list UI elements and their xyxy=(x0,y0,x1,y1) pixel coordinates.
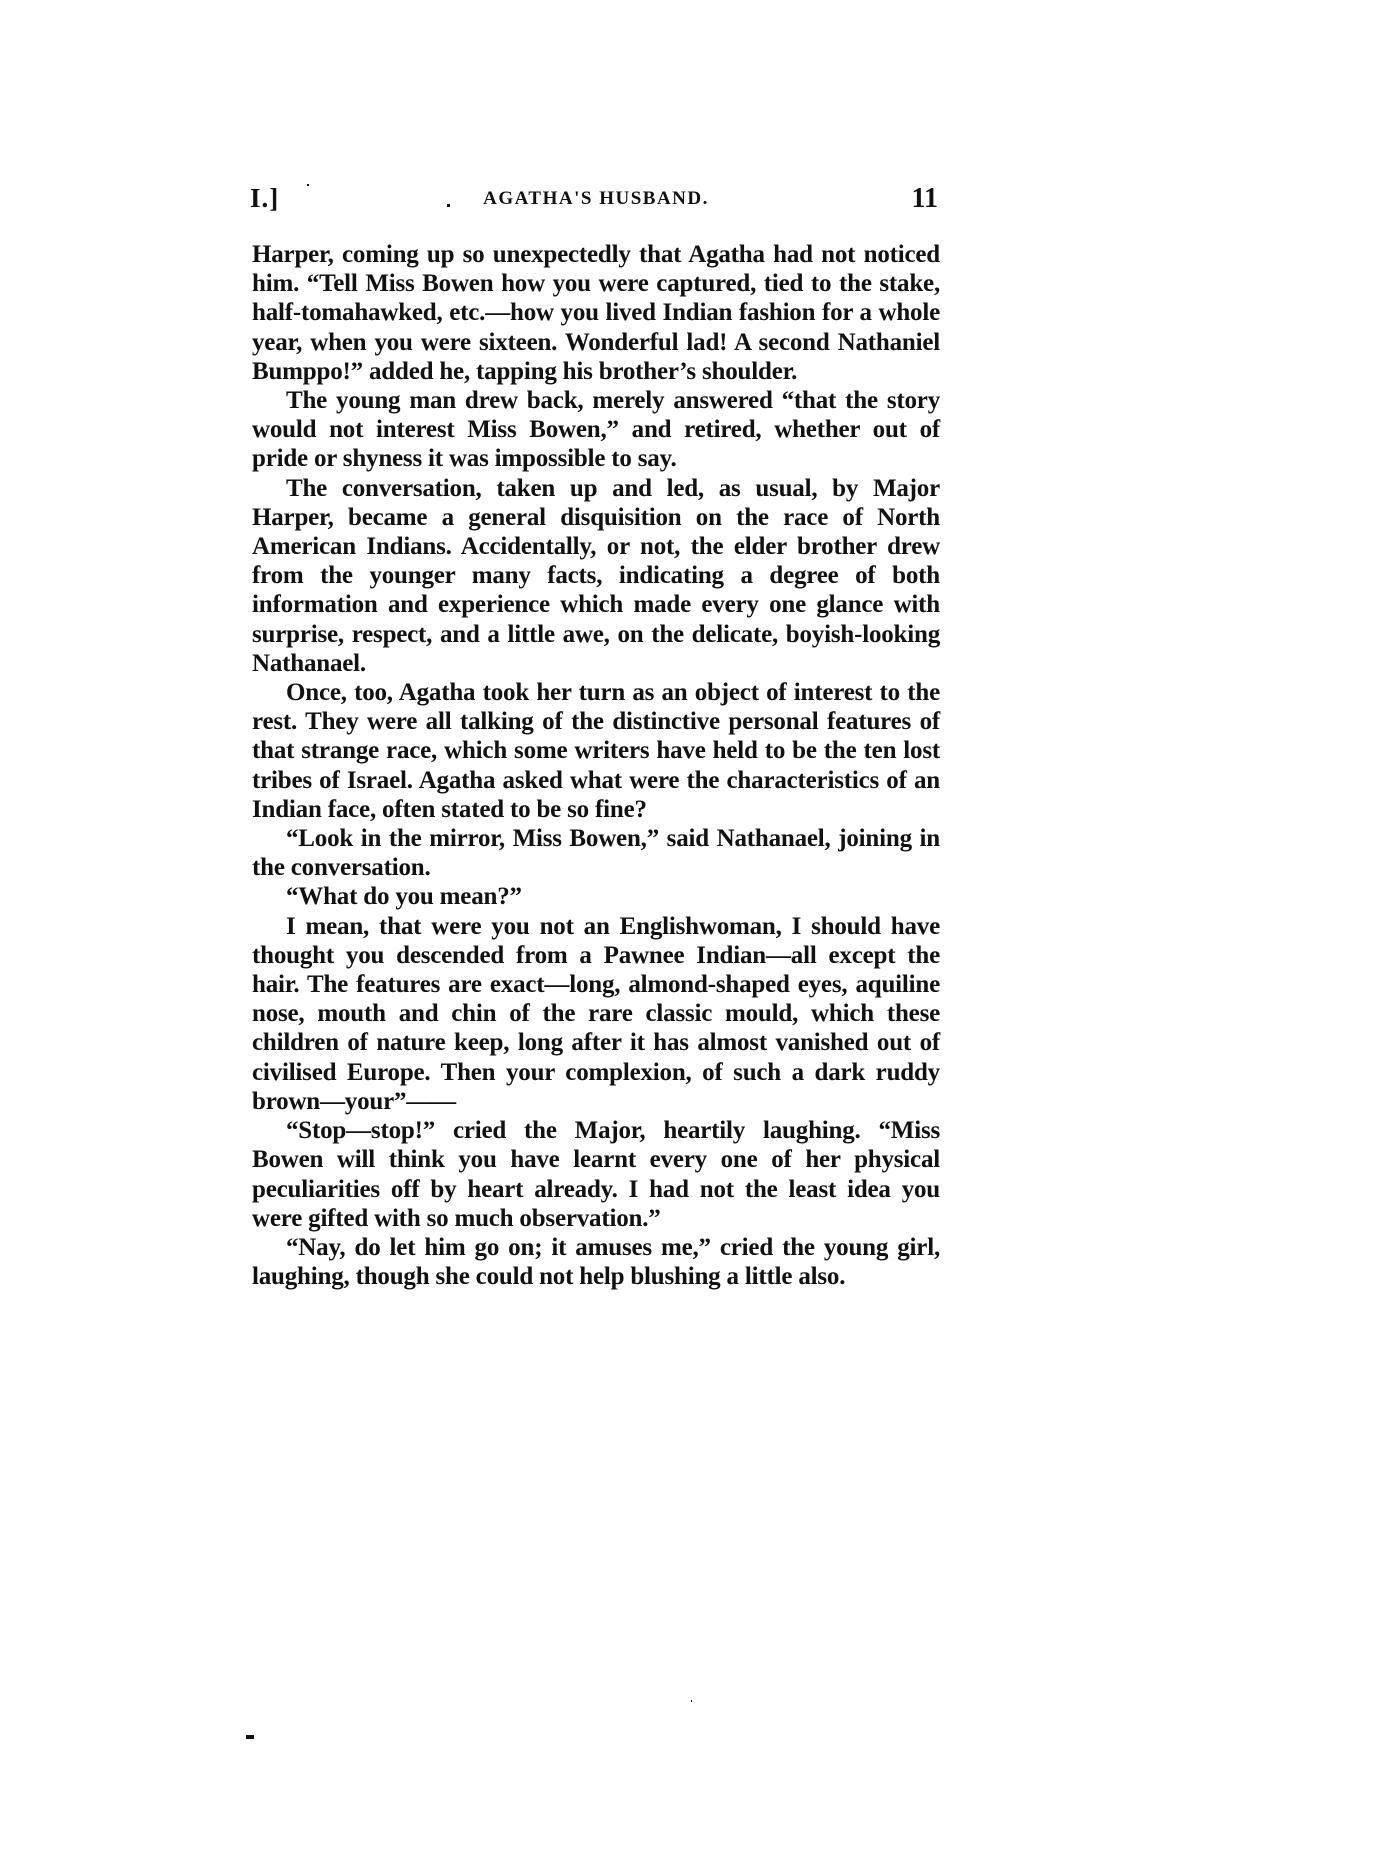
paragraph-9: “Nay, do let him go on; it amuses me,” cried the young girl, laughing, though she could not help blushing a little also. xyxy=(252,1233,940,1291)
paragraph-8: “Stop—stop!” cried the Major, heartily laughing. “Miss Bowen will think you have learnt every one of her physical peculiarities off by heart already. I had not the least idea you were gifted with so much observation.” xyxy=(252,1117,940,1232)
scan-speck xyxy=(246,1735,254,1739)
scan-speck xyxy=(447,204,450,207)
running-title: AGATHA'S HUSBAND. xyxy=(483,188,709,209)
body-text xyxy=(252,240,940,1291)
chapter-marker: I.] xyxy=(250,183,280,213)
paragraph-1: Harper, coming up so unexpectedly that Agatha had not noticed him. “Tell Miss Bowen how you were captured, tied to the stake, half-tomahawked, etc.—how you lived Indian fashion for a whole year, when you were sixteen. Wonderful lad! A second Nathaniel Bumppo!” added he, tapping his brother’s shoulder. xyxy=(252,241,940,385)
paragraph-5: “Look in the mirror, Miss Bowen,” said Nathanael, joining in the conversation. xyxy=(252,825,940,882)
paragraph-6: “What do you mean?” xyxy=(286,883,522,911)
scan-speck xyxy=(691,1700,692,1702)
paragraph-2: The young man drew back, merely answered “that the story would not interest Miss Bowen,” and retired, whether out of pride or shyness it was impossible to say. xyxy=(252,387,940,473)
paragraph-3: The conversation, taken up and led, as usual, by Major Harper, became a general disquisition on the race of North American Indians. Accidentally, or not, the elder brother drew from the younger many facts, indicating a degree of both information and experience which made every one glance with surprise, respect, and a little awe, on the delicate, boyish-looking Nathanael. xyxy=(252,474,940,677)
paragraph-7: I mean, that were you not an Englishwoman, I should have thought you descended from a Pawnee Indian—all except the hair. The features are exact—long, almond-shaped eyes, aquiline nose, mouth and chin of the rare classic mould, which these children of nature keep, long after it has almost vanished out of civilised Europe. Then your complexion, of such a dark ruddy brown—your”—— xyxy=(252,912,940,1115)
paragraph-4: Once, too, Agatha took her turn as an object of interest to the rest. They were all talking of the distinctive personal features of that strange race, which some writers have held to be the ten lost tribes of Israel. Agatha asked what were the characteristics of an Indian face, often stated to be so fine? xyxy=(252,679,940,823)
scan-speck xyxy=(307,184,309,186)
page-number: 11 xyxy=(911,183,938,214)
page-header xyxy=(250,183,942,219)
